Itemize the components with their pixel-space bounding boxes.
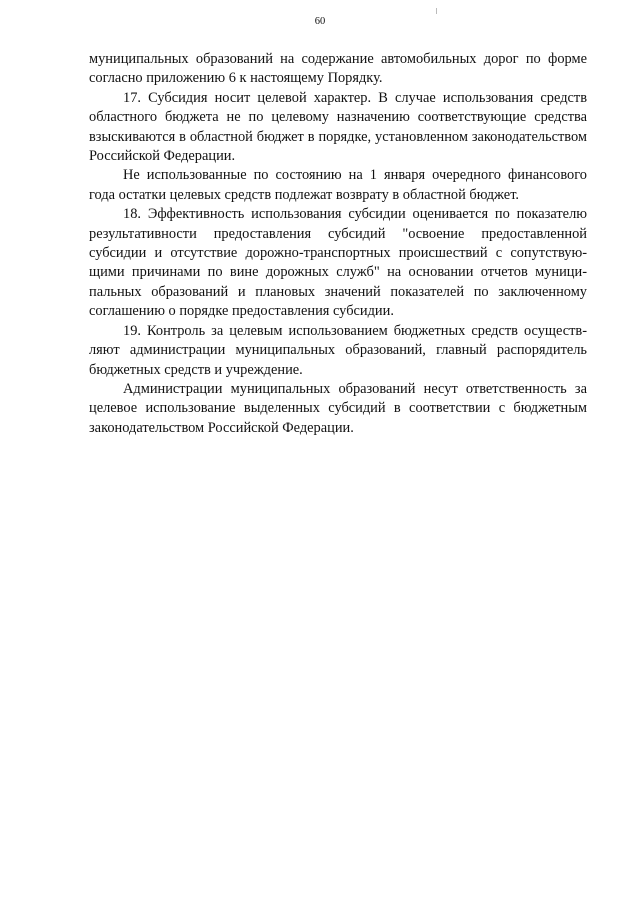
document-body <box>89 50 587 438</box>
paragraph-unused-funds: Не использованные по состоянию на 1 января очередного финансового года остатки целевых средств подлежат возврату в областной бюджет. <box>89 167 587 203</box>
paragraph-continuation: муниципальных образований на содержание автомобильных дорог по форме согласно приложению 6 к настоящему Порядку. <box>89 51 587 87</box>
page-number: 60 <box>314 16 326 27</box>
paragraph-item-17: 17. Субсидия носит целевой характер. В случае использования средств областного бюджета не по целевому назначению соответствующие средства взыскиваются в областной бюджет в порядке, установленном законодательством Российской Федерации. <box>89 89 587 165</box>
paragraph-item-19: 19. Контроль за целевым использованием бюджетных средств осуществляют администрации муниципальных образований, главный распорядитель бюджетных средств и учреждение. <box>89 322 587 378</box>
paragraph-responsibility: Администрации муниципальных образований несут ответственность за целевое использование выделенных субсидий в соответствии с бюджетным законодательством Российской Федерации. <box>89 380 587 436</box>
paragraph-item-18: 18. Эффективность использования субсидии оценивается по показателю результативности предоставления субсидий "освоение предоставленной субсидии и отсутствие дорожно-транспортных происшествий с сопутствующими причинами по вине дорожных служб" на основании отчетов муниципальных образований и плановых значений показателей по заключенному соглашению о порядке предоставления субсидии. <box>89 206 587 320</box>
scan-mark <box>436 8 437 14</box>
